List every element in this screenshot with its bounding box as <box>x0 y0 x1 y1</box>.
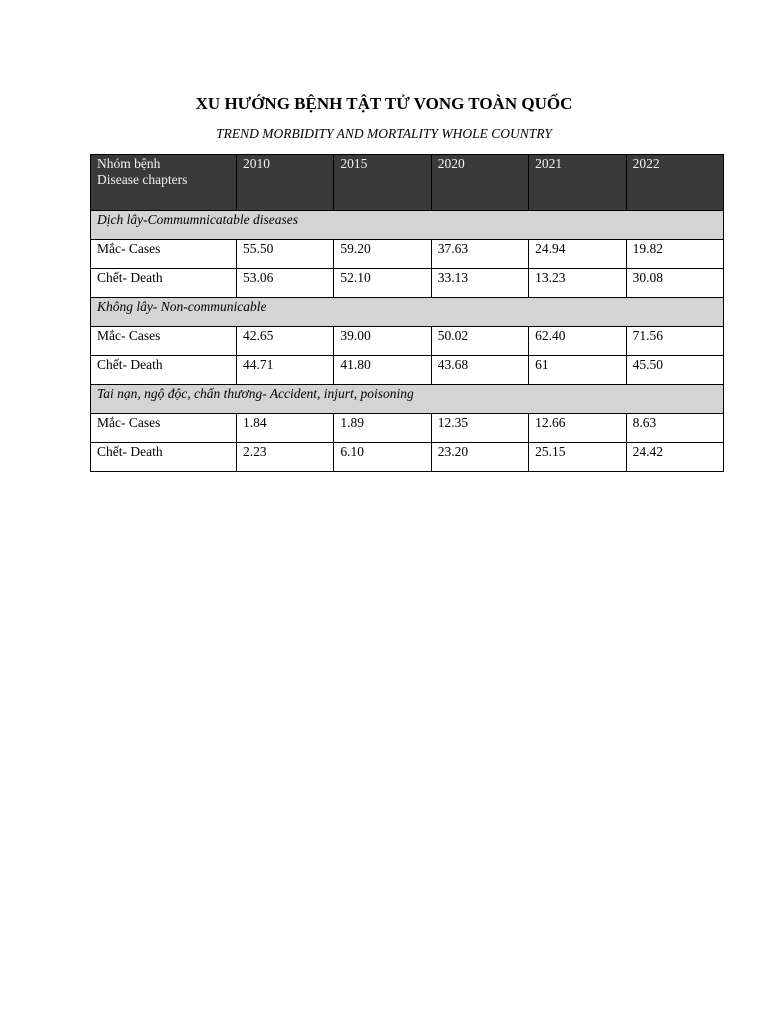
document-subtitle: TREND MORBIDITY AND MORTALITY WHOLE COUNTRY <box>216 126 552 141</box>
table-row <box>91 414 724 443</box>
table-row <box>91 240 724 269</box>
row-label: Chết- Death <box>91 356 237 385</box>
table-header-row <box>91 155 724 211</box>
table-cell: 1.84 <box>237 414 334 443</box>
table-cell: 37.63 <box>431 240 528 269</box>
row-label: Mắc- Cases <box>91 327 237 356</box>
row-label: Chết- Death <box>91 269 237 298</box>
table-cell: 12.35 <box>431 414 528 443</box>
table-cell: 42.65 <box>237 327 334 356</box>
header-label-vietnamese: Nhóm bệnh <box>97 156 161 171</box>
table-cell: 61 <box>529 356 626 385</box>
header-year: 2021 <box>529 155 626 211</box>
table-cell: 2.23 <box>237 443 334 472</box>
table-cell: 44.71 <box>237 356 334 385</box>
header-label-english: Disease chapters <box>97 172 188 187</box>
header-year: 2020 <box>431 155 528 211</box>
table-cell: 12.66 <box>529 414 626 443</box>
table-row <box>91 356 724 385</box>
table-cell: 24.94 <box>529 240 626 269</box>
table-row <box>91 443 724 472</box>
table-cell: 45.50 <box>626 356 723 385</box>
table-cell: 39.00 <box>334 327 431 356</box>
table-cell: 55.50 <box>237 240 334 269</box>
table-cell: 13.23 <box>529 269 626 298</box>
table-row <box>91 269 724 298</box>
table-cell: 19.82 <box>626 240 723 269</box>
table-cell: 71.56 <box>626 327 723 356</box>
table-cell: 33.13 <box>431 269 528 298</box>
row-label: Mắc- Cases <box>91 414 237 443</box>
row-label: Chết- Death <box>91 443 237 472</box>
table-cell: 30.08 <box>626 269 723 298</box>
group-row-communicable <box>91 211 724 240</box>
group-row-non-communicable <box>91 298 724 327</box>
table-cell: 43.68 <box>431 356 528 385</box>
table-cell: 8.63 <box>626 414 723 443</box>
document-title: XU HƯỚNG BỆNH TẬT TỬ VONG TOÀN QUỐC <box>195 94 573 113</box>
header-disease-chapters <box>91 155 237 211</box>
table-cell: 1.89 <box>334 414 431 443</box>
header-year: 2010 <box>237 155 334 211</box>
table-cell: 52.10 <box>334 269 431 298</box>
table-cell: 6.10 <box>334 443 431 472</box>
table-cell: 53.06 <box>237 269 334 298</box>
group-row-accident <box>91 385 724 414</box>
table-row <box>91 327 724 356</box>
header-year: 2022 <box>626 155 723 211</box>
row-label: Mắc- Cases <box>91 240 237 269</box>
table-cell: 25.15 <box>529 443 626 472</box>
group-title: Không lây- Non-communicable <box>91 298 724 327</box>
table-cell: 24.42 <box>626 443 723 472</box>
table-cell: 41.80 <box>334 356 431 385</box>
group-title: Dịch lây-Commumnicatable diseases <box>91 211 724 240</box>
table-cell: 50.02 <box>431 327 528 356</box>
group-title: Tai nạn, ngộ độc, chấn thương- Accident, injurt, poisoning <box>91 385 724 414</box>
table-cell: 23.20 <box>431 443 528 472</box>
table-cell: 59.20 <box>334 240 431 269</box>
table-cell: 62.40 <box>529 327 626 356</box>
header-year: 2015 <box>334 155 431 211</box>
disease-trend-table <box>90 154 724 472</box>
